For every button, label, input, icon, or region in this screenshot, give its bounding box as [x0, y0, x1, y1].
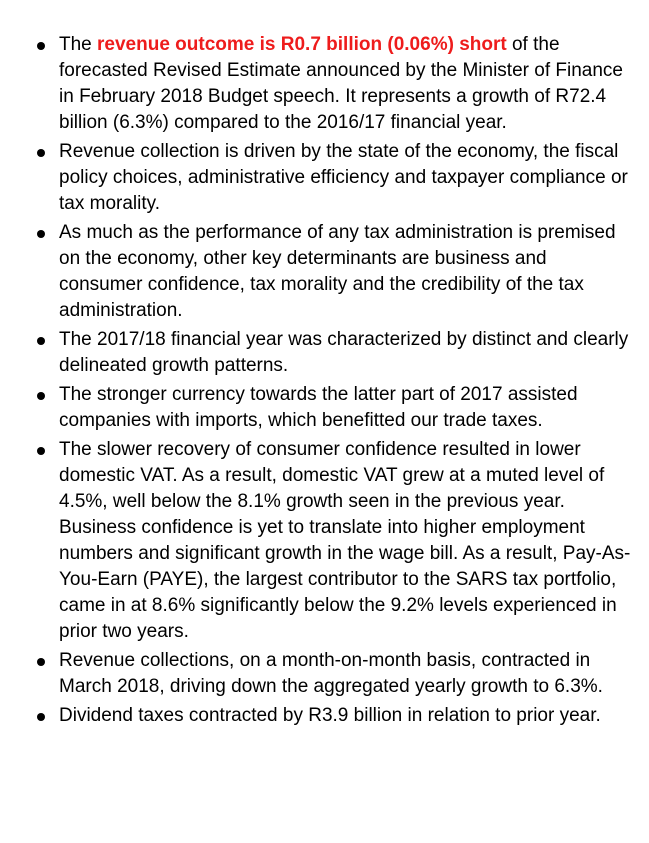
bullet-text: As much as the performance of any tax administration is premised on the economy, other key determinants are business and consumer confidence, tax morality and the credibility of the tax administration.: [59, 222, 616, 321]
bullet-text: The slower recovery of consumer confidence resulted in lower domestic VAT. As a result, domestic VAT grew at a muted level of 4.5%, well below the 8.1% growth seen in the previous year. Business confidence is yet to translate into higher employment numbers and significant growth in the wage bill. As a result, Pay-As-You-Earn (PAYE), the largest contributor to the SARS tax portfolio, came in at 8.6% significantly below the 9.2% levels experienced in prior two years.: [59, 439, 631, 642]
bullet-icon: [37, 149, 45, 157]
bullet-text: Dividend taxes contracted by R3.9 billion in relation to prior year.: [59, 705, 601, 726]
bullet-item-growth-patterns: [34, 327, 634, 379]
bullet-item-revenue-drivers: [34, 139, 634, 217]
bullet-text: The stronger currency towards the latter part of 2017 assisted companies with imports, which benefitted our trade taxes.: [59, 384, 578, 431]
bullet-list: [34, 32, 634, 729]
bullet-text: of the forecasted Revised Estimate announced by the Minister of Finance in February 2018 Budget speech. It represents a growth of R72.4 billion (6.3%) compared to the 2016/17 financial year.: [59, 34, 623, 133]
bullet-text: The 2017/18 financial year was characterized by distinct and clearly delineated growth patterns.: [59, 329, 629, 376]
bullet-text: Revenue collections, on a month-on-month basis, contracted in March 2018, driving down the aggregated yearly growth to 6.3%.: [59, 650, 603, 697]
bullet-item-revenue-outcome: [34, 32, 634, 136]
bullet-item-month-on-month: [34, 648, 634, 700]
bullet-item-key-determinants: [34, 220, 634, 324]
highlighted-revenue-shortfall: revenue outcome is R0.7 billion (0.06%) short: [97, 34, 507, 55]
bullet-icon: [37, 713, 45, 721]
bullet-icon: [37, 658, 45, 666]
bullet-text: Revenue collection is driven by the state of the economy, the fiscal policy choices, administrative efficiency and taxpayer compliance or tax morality.: [59, 141, 628, 214]
bullet-prefix-text: The: [59, 34, 98, 55]
document-body: [34, 32, 634, 732]
bullet-item-dividend-taxes: [34, 703, 634, 729]
bullet-icon: [37, 42, 45, 50]
bullet-icon: [37, 447, 45, 455]
bullet-icon: [37, 337, 45, 345]
bullet-icon: [37, 392, 45, 400]
bullet-icon: [37, 230, 45, 238]
bullet-item-consumer-confidence: [34, 437, 634, 645]
bullet-item-stronger-currency: [34, 382, 634, 434]
